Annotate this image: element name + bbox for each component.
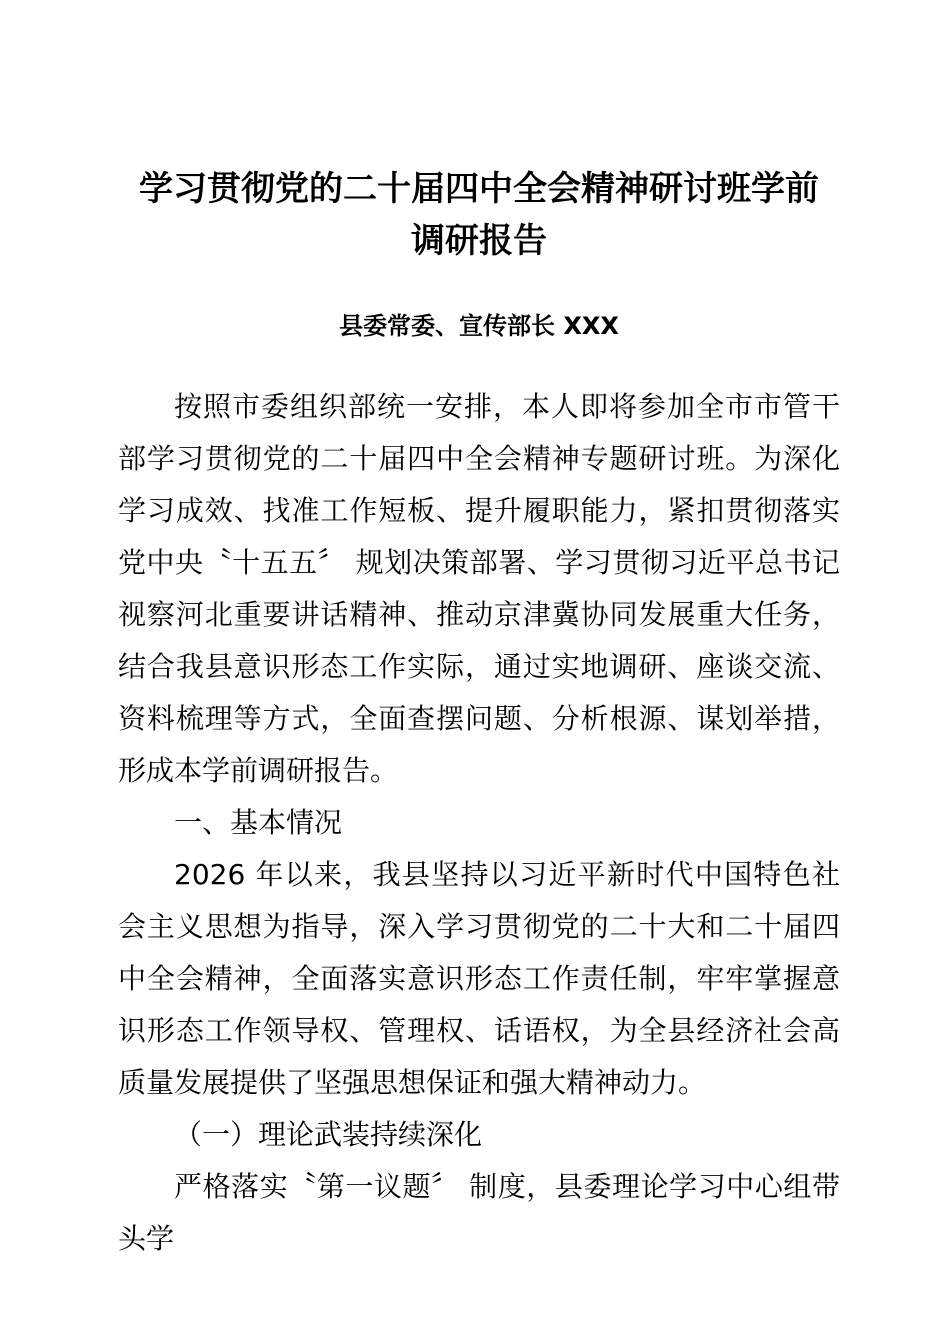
document-content-column xyxy=(118,0,840,1265)
section-heading-1: 一、基本情况 xyxy=(174,806,343,839)
page-title xyxy=(118,0,840,267)
document-byline: 县委常委、宣传部长 XXX xyxy=(339,312,619,340)
subsection-heading-1-1: （一）理论武装持续深化 xyxy=(174,1118,483,1151)
document-body xyxy=(118,343,840,1265)
subsection-1-1-paragraph: 严格落实〝第一议题〞 制度，县委理论学习中心组带头学 xyxy=(118,1170,840,1255)
page-title-line-2: 调研报告 xyxy=(411,221,547,261)
intro-paragraph: 按照市委组织部统一安排，本人即将参加全市市管干部学习贯彻党的二十届四中全会精神专题研讨班。为深化学习成效、找准工作短板、提升履职能力，紧扣贯彻落实党中央〝十五五〞 规划决策部署、学习贯彻习近平总书记视察河北重要讲话精神、推动京津冀协同发展重大任务，结合我县意识形态工作实际，通过实地调研、座谈交流、资料梳理等方式，全面查摆问题、分析根源、谋划举措，形成本学前调研报告。 xyxy=(118,390,840,787)
section-1-paragraph: 2026 年以来，我县坚持以习近平新时代中国特色社会主义思想为指导，深入学习贯彻党的二十大和二十届四中全会精神，全面落实意识形态工作责任制，牢牢掌握意识形态工作领导权、管理权、话语权，为全县经济社会高质量发展提供了坚强思想保证和强大精神动力。 xyxy=(118,858,840,1099)
page-title-line-1: 学习贯彻党的二十届四中全会精神研讨班学前 xyxy=(139,169,819,209)
